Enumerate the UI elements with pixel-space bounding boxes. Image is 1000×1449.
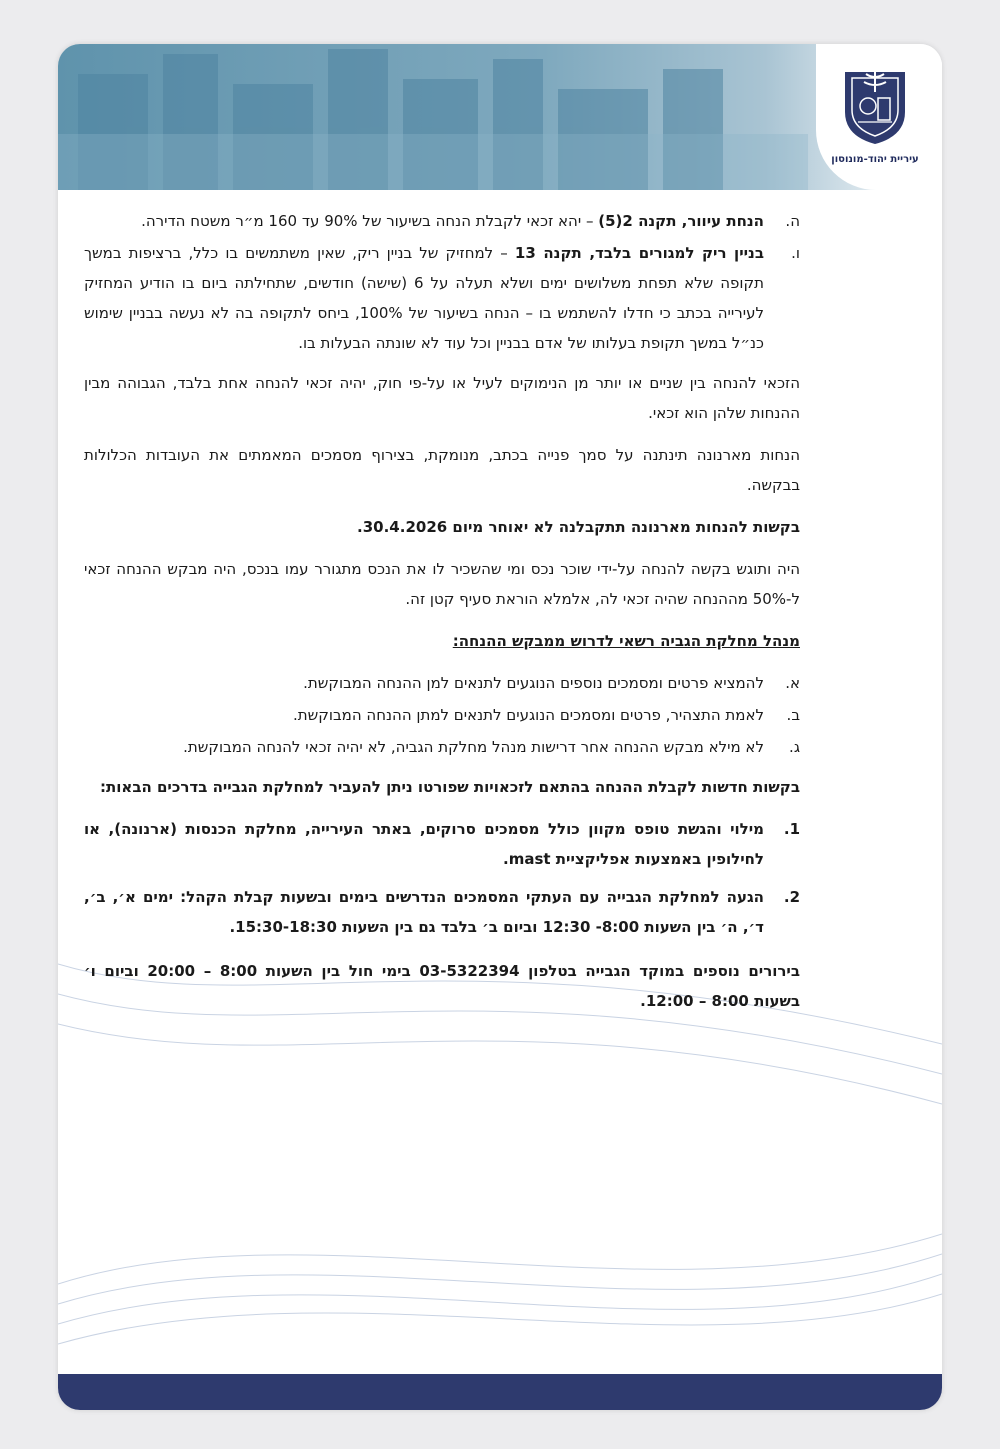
manager-heading xyxy=(84,626,800,656)
ways-list xyxy=(84,814,800,942)
section-text xyxy=(84,238,764,358)
list-item-label: 1. xyxy=(783,820,800,838)
list-item-label: ג. xyxy=(789,738,800,756)
list-item xyxy=(84,814,800,874)
header-banner xyxy=(58,44,942,190)
deadline-text: בקשות להנחות מארנונה תתקבלנה לא יאוחר מיום 30.4.2026. xyxy=(357,518,800,536)
list-item xyxy=(84,882,800,942)
section-body: – יהא זכאי לקבלת הנחה בשיעור של 90% עד 160 מ״ר משטח הדירה. xyxy=(141,212,599,230)
list-item xyxy=(84,732,800,762)
list-item-text: לא מילא מבקש ההנחה אחר דרישות מנהל מחלקת הגביה, לא יהיה זכאי להנחה המבוקשת. xyxy=(183,738,764,756)
contact-info xyxy=(84,956,800,1016)
city-crest-icon xyxy=(840,62,910,146)
section-label: ה. xyxy=(785,212,800,230)
section-h xyxy=(84,206,800,236)
list-item-label: א. xyxy=(785,674,800,692)
manager-heading-text: מנהל מחלקת הגביה רשאי לדרוש ממבקש ההנחה: xyxy=(452,632,800,650)
list-item-text: להמציא פרטים ומסמכים נוספים הנוגעים לתנאים למן ההנחה המבוקשת. xyxy=(303,674,764,692)
new-requests-heading xyxy=(84,772,800,802)
footer-bar xyxy=(58,1374,942,1410)
list-item-text: הגעה למחלקת הגבייה עם העתקי המסמכים הנדרשים בימים ובשעות קבלת הקהל: ימים א׳, ב׳, ד׳, ה׳ בין השעות 8:00- 12:30 וביום ב׳ בלבד גם בין השעות 15:30-18:30. xyxy=(84,888,764,936)
contact-text: בירורים נוספים במוקד הגבייה בטלפון 03-5322394 בימי חול בין השעות 8:00 – 20:00 וביום ו׳ בשעות 8:00 – 12:00. xyxy=(84,962,800,1010)
city-name: עיריית יהוד-מונוסון xyxy=(831,154,919,165)
list-item-text: מילוי והגשת טופס מקוון כולל מסמכים סרוקים, באתר העירייה, מחלקת הכנסות (ארנונה), או לחילופין באמצעות אפליקציית mast. xyxy=(84,820,764,868)
list-item-label: ב. xyxy=(786,706,800,724)
section-label: ו. xyxy=(791,244,800,262)
section-title: בניין ריק למגורים בלבד, תקנה 13 xyxy=(514,244,764,262)
list-item xyxy=(84,668,800,698)
section-v xyxy=(84,238,800,358)
section-text xyxy=(84,206,764,236)
skyline-image xyxy=(58,44,942,190)
section-title: הנחת עיוור, תקנה 2(5) xyxy=(598,212,764,230)
manager-list xyxy=(84,668,800,762)
header xyxy=(58,44,942,190)
document-body xyxy=(84,206,800,1028)
list-item-label: 2. xyxy=(783,888,800,906)
list-item xyxy=(84,700,800,730)
paragraph-multiple-grounds: הזכאי להנחה בין שניים או יותר מן הנימוקים לעיל או על-פי חוק, יהיה זכאי להנחה אחת בלבד, הגבוהה מבין ההנחות שלהן הוא זכאי. xyxy=(84,374,800,422)
new-requests-heading-text: בקשות חדשות לקבלת ההנחה בהתאם לזכאויות שפורטו ניתן להעביר למחלקת הגבייה בדרכים הבאות: xyxy=(100,778,800,796)
deadline-heading xyxy=(84,512,800,542)
list-item-text: לאמת התצהיר, פרטים ומסמכים הנוגעים לתנאים למתן ההנחה המבוקשת. xyxy=(293,706,764,724)
section-body: – למחזיק של בניין ריק, שאין משתמשים בו כלל, ברציפות במשך תקופה שלא תפחת משלושים ימים ושלא תעלה על 6 (שישה) חודשים, שתחילתה ביום בו הודיע המחזיק לעירייה בכתב כי חדלו להשתמש בו – הנחה בשיעור של 100%, ביחס לתקופה בה לא נעשה בבניין שימוש כנ״ל במשך תקופת בעלותו של אדם בבניין וכל עוד לא שונתה הבעלות בו. xyxy=(84,244,765,352)
paragraph-written-request: הנחות מארנונה תינתנה על סמך פנייה בכתב, מנומקת, בצירוף מסמכים המאמתים את העובדות הכלולות בבקשה. xyxy=(84,446,800,494)
paragraph-tenant: היה ותוגש בקשה להנחה על-ידי שוכר נכס ומי שהשכיר לו את הנכס מתגורר עמו בנכס, היה מבקש ההנחה זכאי ל-50% מההנחה שהיה זכאי לה, אלמלא הוראת סעיף קטן זה. xyxy=(84,560,800,608)
logo-area xyxy=(816,44,942,190)
